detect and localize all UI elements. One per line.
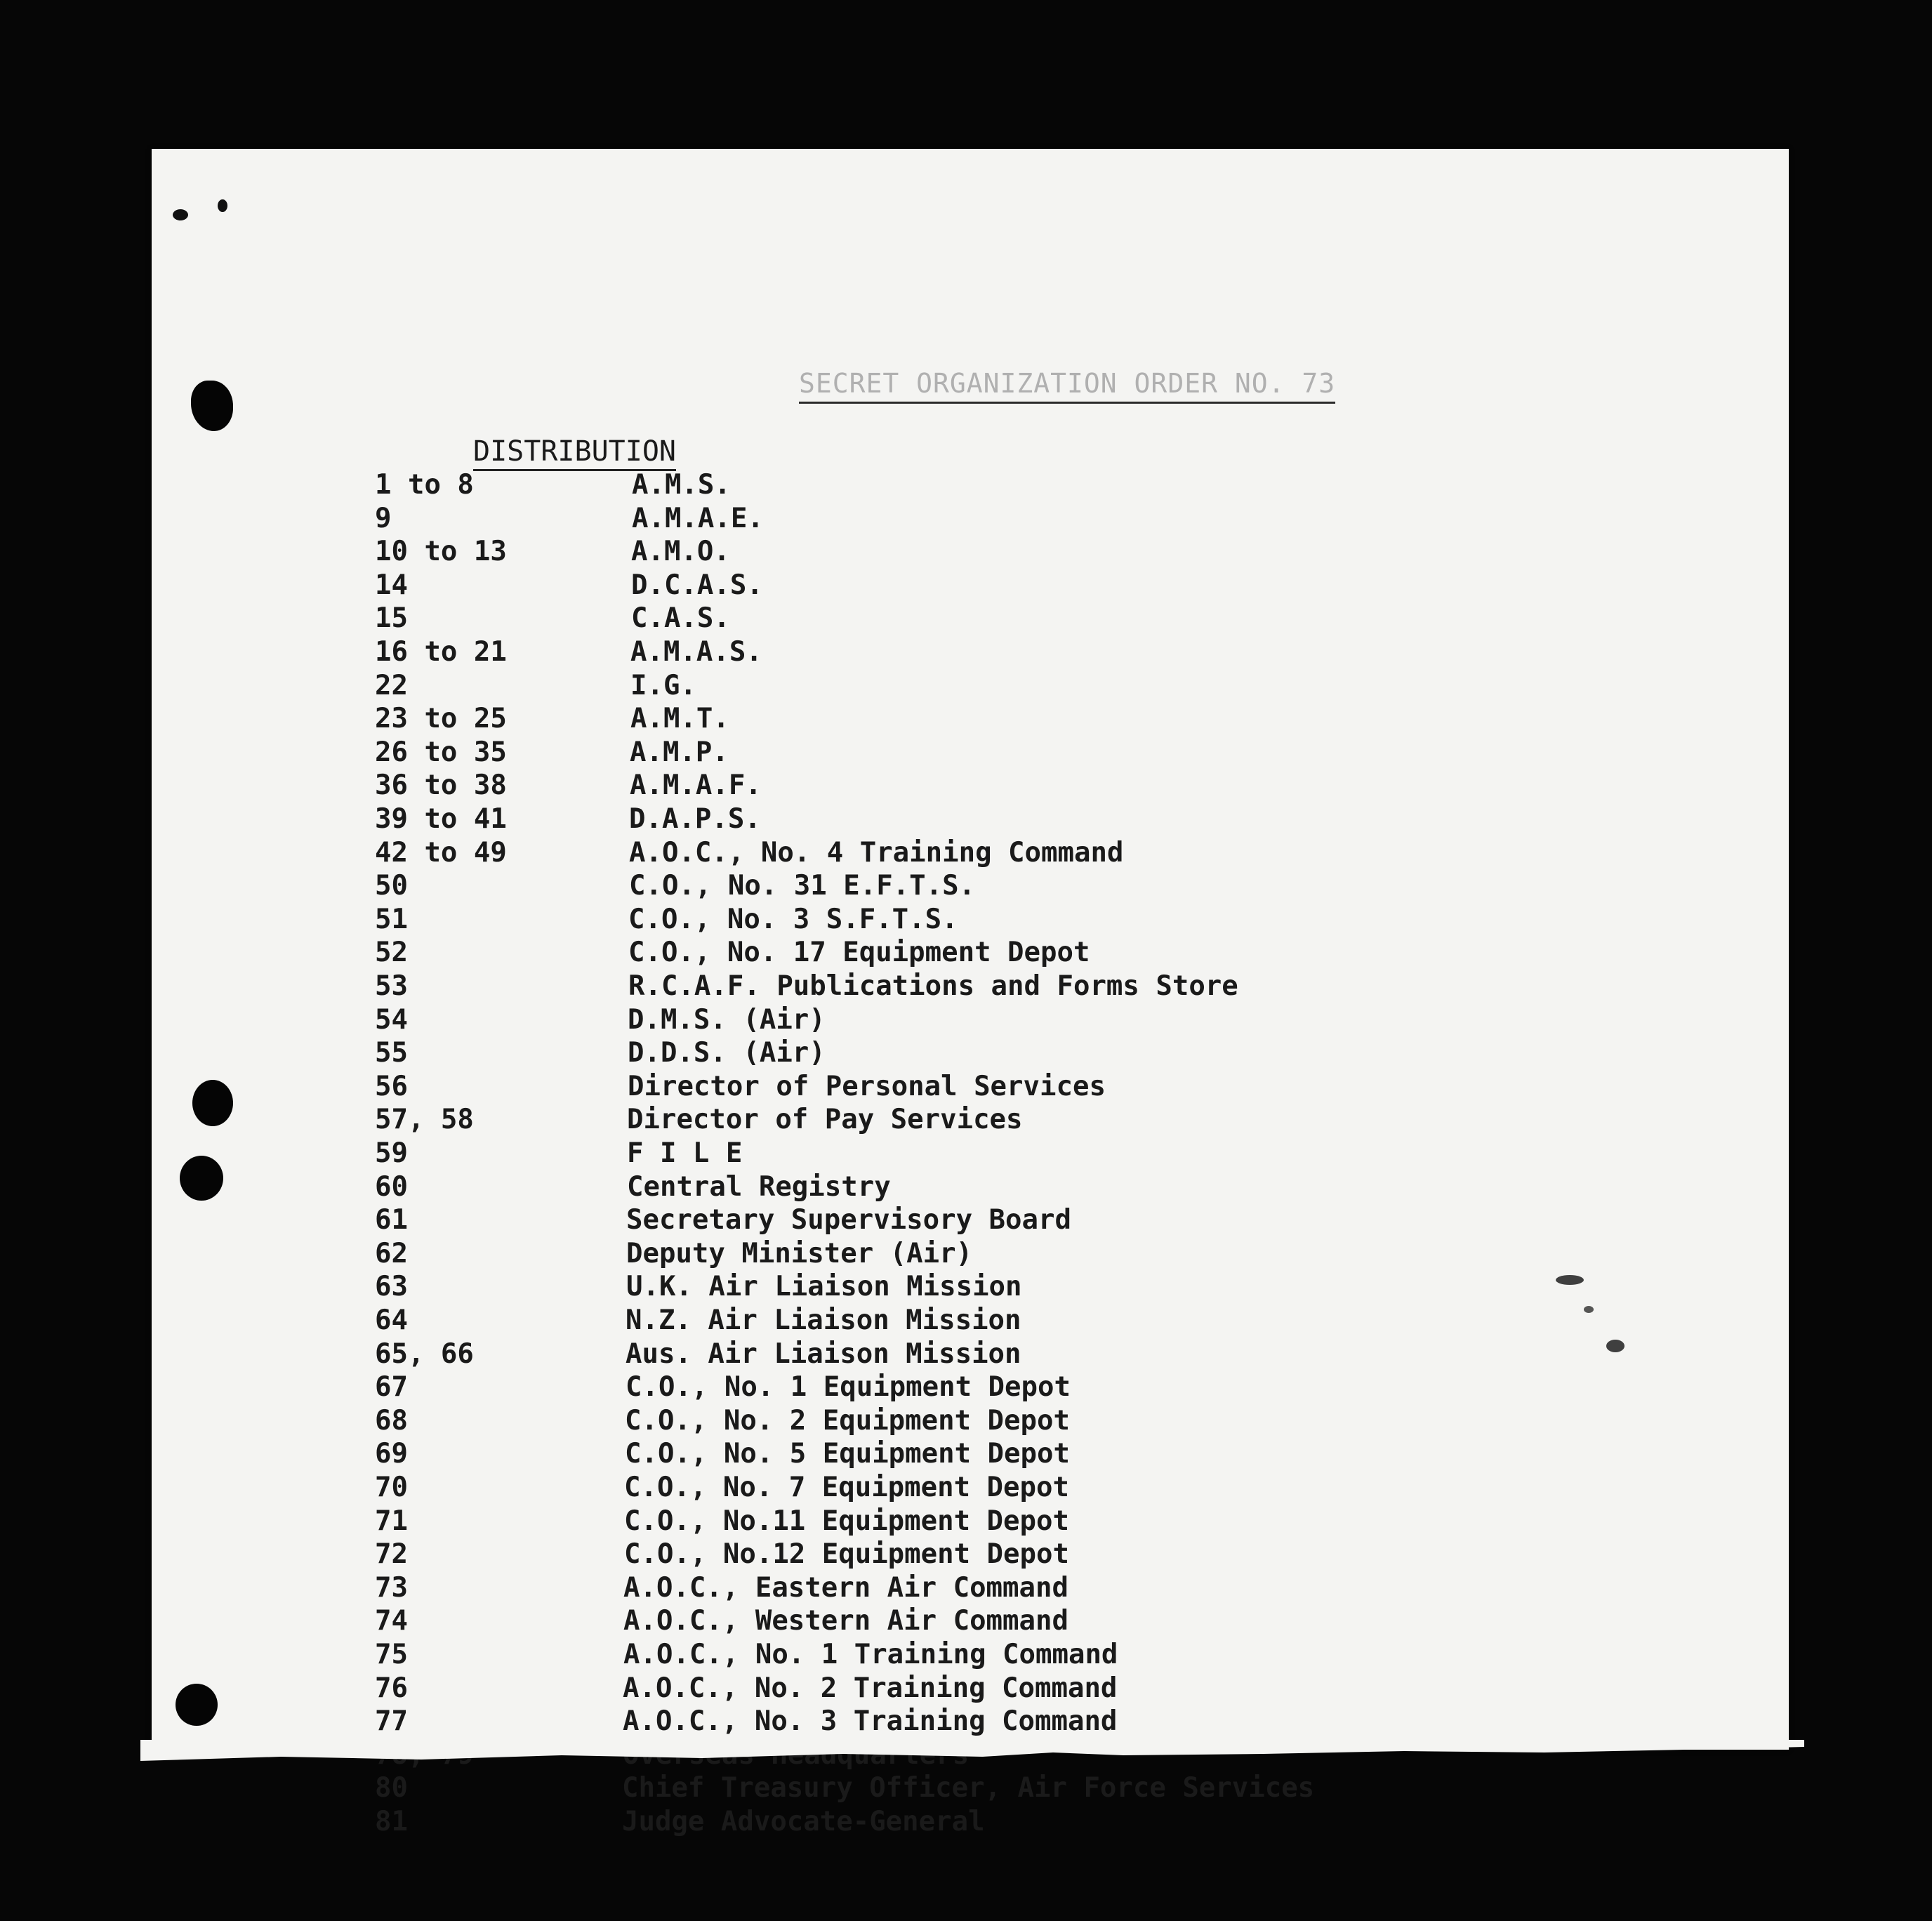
distribution-heading: DISTRIBUTION bbox=[473, 435, 676, 471]
copy-number: 55 bbox=[375, 1037, 408, 1069]
distribution-row bbox=[152, 1305, 1766, 1338]
copy-number: 64 bbox=[375, 1305, 408, 1336]
recipient: A.M.O. bbox=[631, 536, 730, 568]
recipient: C.O., No. 31 E.F.T.S. bbox=[629, 870, 976, 902]
recipient: D.D.S. (Air) bbox=[628, 1037, 826, 1069]
copy-number: 80 bbox=[375, 1772, 408, 1804]
copy-number: 76 bbox=[375, 1672, 408, 1704]
distribution-row bbox=[152, 737, 1766, 770]
distribution-row bbox=[152, 1238, 1766, 1272]
copy-number: 65, 66 bbox=[375, 1338, 474, 1370]
distribution-row bbox=[152, 1538, 1766, 1572]
recipient: A.O.C., Eastern Air Command bbox=[623, 1571, 1068, 1604]
recipient: Judge Advocate-General bbox=[622, 1806, 985, 1837]
recipient: A.O.C., No. 4 Training Command bbox=[629, 836, 1124, 869]
ink-spot bbox=[1556, 1275, 1584, 1285]
copy-number: 63 bbox=[375, 1271, 408, 1303]
distribution-row bbox=[152, 837, 1766, 871]
distribution-row bbox=[152, 1271, 1766, 1305]
distribution-row bbox=[152, 1104, 1766, 1137]
recipient: C.O., No. 7 Equipment Depot bbox=[624, 1472, 1069, 1503]
copy-number: 22 bbox=[375, 669, 408, 701]
recipient: A.O.C., No. 3 Training Command bbox=[623, 1705, 1118, 1738]
copy-number: 62 bbox=[375, 1237, 408, 1269]
copy-number: 73 bbox=[375, 1571, 408, 1604]
copy-number: 56 bbox=[375, 1070, 408, 1102]
recipient: C.A.S. bbox=[631, 602, 730, 635]
distribution-row bbox=[152, 937, 1766, 970]
recipient: Deputy Minister (Air) bbox=[626, 1237, 973, 1269]
distribution-row bbox=[152, 1004, 1766, 1038]
distribution-row bbox=[152, 1772, 1766, 1806]
distribution-row bbox=[152, 1371, 1766, 1405]
recipient: A.O.C., No. 1 Training Command bbox=[623, 1639, 1118, 1670]
recipient: U.K. Air Liaison Mission bbox=[626, 1271, 1022, 1303]
copy-number: 36 to 38 bbox=[375, 770, 507, 802]
ink-spot bbox=[1584, 1306, 1594, 1313]
recipient: C.O., No. 1 Equipment Depot bbox=[626, 1371, 1071, 1404]
copy-number: 53 bbox=[375, 970, 408, 1002]
distribution-row bbox=[152, 1204, 1766, 1238]
distribution-row bbox=[152, 1071, 1766, 1104]
ink-spot bbox=[218, 199, 227, 212]
recipient: A.O.C., No. 2 Training Command bbox=[623, 1672, 1118, 1704]
distribution-row bbox=[152, 1037, 1766, 1071]
distribution-row bbox=[152, 703, 1766, 737]
distribution-row bbox=[152, 1438, 1766, 1472]
recipient: A.M.P. bbox=[630, 736, 729, 768]
recipient: C.O., No. 17 Equipment Depot bbox=[628, 937, 1090, 969]
distribution-row bbox=[152, 1137, 1766, 1171]
copy-number: 75 bbox=[375, 1639, 408, 1670]
distribution-row bbox=[152, 870, 1766, 904]
distribution-row bbox=[152, 1338, 1766, 1372]
torn-paper-edge bbox=[140, 1740, 1804, 1768]
copy-number: 60 bbox=[375, 1170, 408, 1203]
distribution-row bbox=[152, 1505, 1766, 1539]
distribution-row bbox=[152, 602, 1766, 636]
recipient: D.C.A.S. bbox=[631, 569, 763, 601]
recipient: A.M.A.F. bbox=[630, 770, 762, 802]
recipient: A.M.S. bbox=[632, 469, 731, 501]
ink-spot bbox=[173, 209, 188, 220]
copy-number: 52 bbox=[375, 937, 408, 969]
recipient: R.C.A.F. Publications and Forms Store bbox=[628, 970, 1238, 1002]
copy-number: 26 to 35 bbox=[375, 736, 507, 768]
distribution-row bbox=[152, 1572, 1766, 1606]
distribution-row bbox=[152, 803, 1766, 837]
copy-number: 14 bbox=[375, 569, 408, 601]
copy-number: 57, 58 bbox=[375, 1104, 474, 1136]
copy-number: 59 bbox=[375, 1137, 408, 1169]
distribution-row bbox=[152, 770, 1766, 803]
document-page bbox=[152, 149, 1789, 1837]
copy-number: 10 to 13 bbox=[375, 536, 507, 568]
punch-hole-bottom bbox=[176, 1684, 218, 1726]
recipient: D.A.P.S. bbox=[629, 803, 761, 835]
recipient: F I L E bbox=[627, 1137, 743, 1169]
recipient: Secretary Supervisory Board bbox=[626, 1204, 1071, 1236]
recipient: Director of Personal Services bbox=[628, 1070, 1106, 1102]
copy-number: 15 bbox=[375, 602, 408, 635]
recipient: A.O.C., Western Air Command bbox=[623, 1605, 1068, 1637]
distribution-row bbox=[152, 503, 1766, 536]
copy-number: 1 to 8 bbox=[375, 469, 474, 501]
distribution-row bbox=[152, 670, 1766, 704]
punch-hole-top bbox=[191, 381, 233, 431]
copy-number: 39 to 41 bbox=[375, 803, 507, 835]
copy-number: 67 bbox=[375, 1371, 408, 1404]
copy-number: 9 bbox=[375, 502, 392, 534]
distribution-row bbox=[152, 1639, 1766, 1672]
distribution-row bbox=[152, 1605, 1766, 1639]
recipient: C.O., No. 2 Equipment Depot bbox=[625, 1404, 1070, 1437]
copy-number: 54 bbox=[375, 1003, 408, 1036]
ink-spot bbox=[1606, 1340, 1625, 1352]
recipient: Central Registry bbox=[627, 1170, 891, 1203]
recipient: A.M.A.E. bbox=[632, 502, 764, 534]
distribution-row bbox=[152, 569, 1766, 603]
copy-number: 74 bbox=[375, 1605, 408, 1637]
recipient: Aus. Air Liaison Mission bbox=[626, 1338, 1021, 1370]
recipient: C.O., No.11 Equipment Depot bbox=[624, 1505, 1069, 1537]
copy-number: 23 to 25 bbox=[375, 703, 507, 735]
recipient: A.M.A.S. bbox=[630, 636, 762, 668]
document-header-title: SECRET ORGANIZATION ORDER NO. 73 bbox=[799, 368, 1335, 404]
recipient: C.O., No. 3 S.F.T.S. bbox=[628, 903, 958, 935]
copy-number: 72 bbox=[375, 1538, 408, 1571]
distribution-row bbox=[152, 536, 1766, 569]
recipient: D.M.S. (Air) bbox=[628, 1003, 826, 1036]
recipient: C.O., No. 5 Equipment Depot bbox=[625, 1438, 1070, 1470]
recipient: Director of Pay Services bbox=[627, 1104, 1023, 1136]
copy-number: 77 bbox=[375, 1705, 408, 1738]
punch-hole-middle-2 bbox=[180, 1156, 223, 1201]
recipient: A.M.T. bbox=[630, 703, 729, 735]
recipient: I.G. bbox=[630, 669, 696, 701]
distribution-row bbox=[152, 469, 1766, 503]
copy-number: 42 to 49 bbox=[375, 836, 507, 869]
distribution-row bbox=[152, 1171, 1766, 1205]
punch-hole-middle-1 bbox=[192, 1080, 233, 1126]
copy-number: 70 bbox=[375, 1472, 408, 1503]
distribution-row bbox=[152, 636, 1766, 670]
copy-number: 68 bbox=[375, 1404, 408, 1437]
copy-number: 51 bbox=[375, 903, 408, 935]
distribution-row bbox=[152, 1705, 1766, 1739]
copy-number: 71 bbox=[375, 1505, 408, 1537]
recipient: N.Z. Air Liaison Mission bbox=[626, 1305, 1021, 1336]
recipient: C.O., No.12 Equipment Depot bbox=[624, 1538, 1069, 1571]
copy-number: 61 bbox=[375, 1204, 408, 1236]
copy-number: 69 bbox=[375, 1438, 408, 1470]
distribution-row bbox=[152, 1672, 1766, 1706]
distribution-row bbox=[152, 904, 1766, 937]
recipient: Chief Treasury Officer, Air Force Services bbox=[622, 1772, 1315, 1804]
copy-number: 81 bbox=[375, 1806, 408, 1837]
distribution-row bbox=[152, 970, 1766, 1004]
copy-number: 50 bbox=[375, 870, 408, 902]
copy-number: 16 to 21 bbox=[375, 636, 507, 668]
distribution-row bbox=[152, 1405, 1766, 1439]
distribution-row bbox=[152, 1806, 1766, 1840]
distribution-row bbox=[152, 1472, 1766, 1505]
